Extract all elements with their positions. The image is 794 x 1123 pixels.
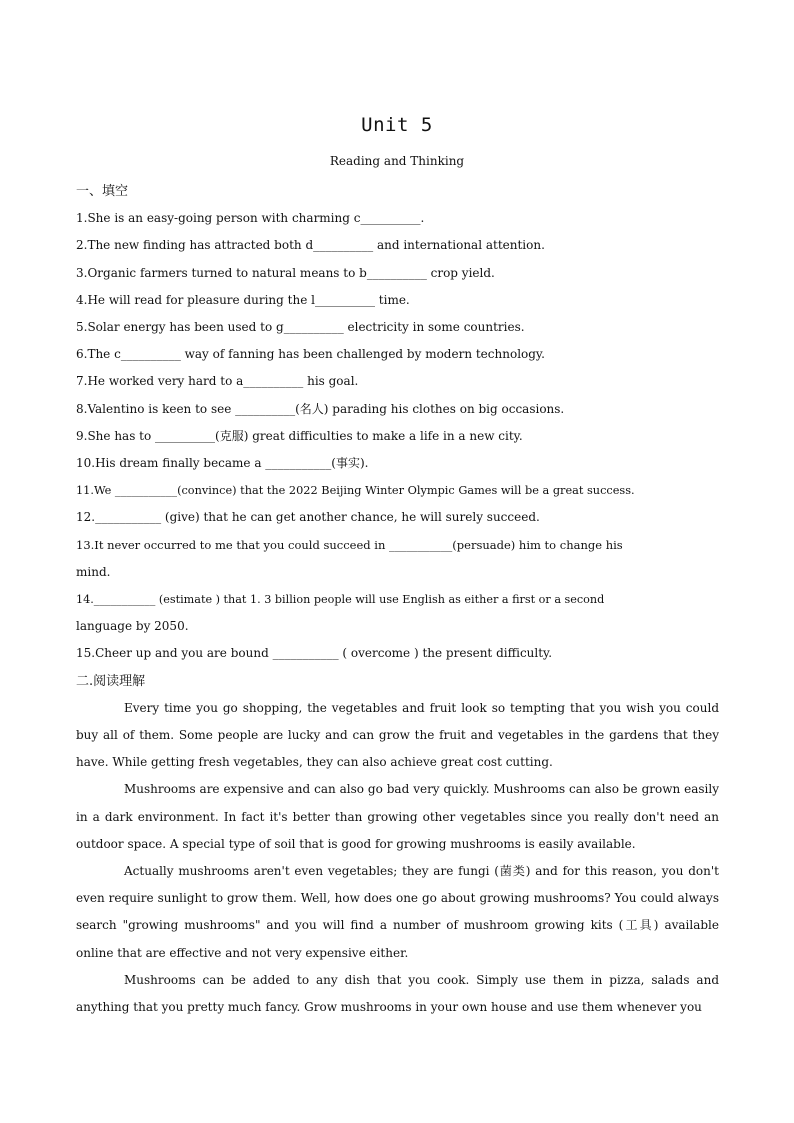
question-line: 5.Solar energy has been used to g__________ electricity in some countries. [76,320,525,335]
question-line: 13.It never occurred to me that you could succeed in ___________(persuade) him to change his [76,537,623,552]
question-line: 4.He will read for pleasure during the l__________ time. [76,292,410,307]
paragraph: Mushrooms are expensive and can also go bad very quickly. Mushrooms can also be grown easily in a dark environment. In fact it's better than growing other vegetables since you really don't need an outdoor space. A special type of soil that is good for growing mushrooms is easily available. [76,782,719,851]
page-title: Unit 5 [361,114,433,136]
section-heading-reading: 二.阅读理解 [76,673,146,689]
question-line: 12.___________ (give) that he can get another chance, he will surely succeed. [76,510,540,525]
paragraph: Mushrooms can be added to any dish that you cook. Simply use them in pizza, salads and anything that you pretty much fancy. Grow mushrooms in your own house and use them whenever you [76,972,719,1015]
question-line: 14.___________ (estimate ) that 1. 3 billion people will use English as either a first or a second [76,593,605,607]
page-subtitle: Reading and Thinking [329,154,465,168]
question-line: 6.The c__________ way of fanning has been challenged by modern technology. [76,347,545,362]
question-line: 11.We ___________(convince) that the 2022 Beijing Winter Olympic Games will be a great success. [76,484,635,498]
question-line: 3.Organic farmers turned to natural means to b__________ crop yield. [76,265,495,280]
section-heading-fill-blanks: 一、填空 [76,184,129,199]
question-line: language by 2050. [76,619,189,634]
question-line: 15.Cheer up and you are bound ___________ ( overcome ) the present difficulty. [76,646,553,661]
question-line: 8.Valentino is keen to see __________(名人) parading his clothes on big occasions. [76,401,565,416]
question-line: 9.She has to __________(克服) great difficulties to make a life in a new city. [76,428,523,443]
document-body [76,178,719,1021]
question-line: 1.She is an easy-going person with charming c__________. [76,211,425,226]
reading-passage [76,695,719,1021]
question-line: 10.His dream finally became a ___________(事实). [76,456,369,471]
question-line: 2.The new finding has attracted both d__________ and international attention. [76,238,545,253]
paragraph: Every time you go shopping, the vegetables and fruit look so tempting that you wish you could buy all of them. Some people are lucky and can grow the fruit and vegetables in the gardens that they have. While getting fresh vegetables, they can also achieve great cost cutting. [76,700,719,770]
question-line: 7.He worked very hard to a__________ his goal. [76,374,359,389]
question-line: mind. [76,564,111,579]
paragraph: Actually mushrooms aren't even vegetables; they are fungi (菌类) and for this reason, you don't even require sunlight to grow them. Well, how does one go about growing mushrooms? You could always search "growing mushrooms" and you will find a number of mushroom growing kits (工具) available online that are effective and not very expensive either. [76,864,719,960]
